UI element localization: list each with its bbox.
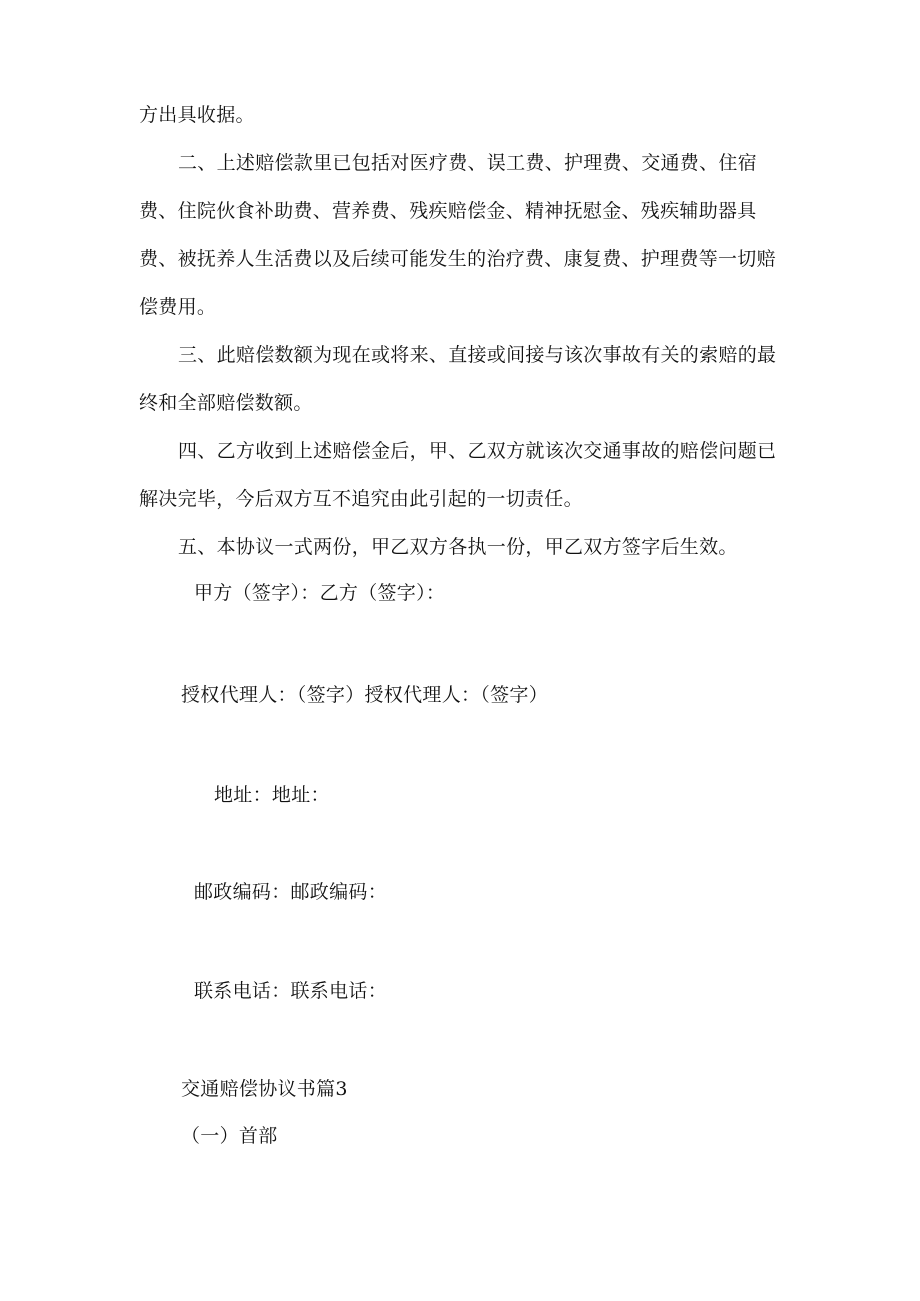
paragraph-receipt-tail: 方出具收据。: [139, 104, 255, 126]
section-title: 交通赔偿协议书篇3: [181, 1078, 348, 1100]
signature-parties-line: 甲方（签字）：乙方（签字）：: [194, 582, 446, 604]
postcode-line: 邮政编码：邮政编码：: [194, 881, 388, 903]
phone-line: 联系电话：联系电话：: [194, 980, 388, 1002]
section-subheading: （一）首部: [181, 1125, 278, 1147]
address-line: 地址：地址：: [214, 784, 330, 806]
signature-agents-line: 授权代理人：（签字）授权代理人：（签字）: [181, 684, 549, 706]
paragraph-clause-2: 二、上述赔偿款里已包括对医疗费、误工费、护理费、交通费、住宿费、住院伙食补助费、营养费、残疾赔偿金、精神抚慰金、残疾辅助器具费、被抚养人生活费以及后续可能发生的治疗费、康复费、护理费等一切赔偿费用。: [139, 152, 776, 318]
paragraph-clause-4: 四、乙方收到上述赔偿金后，甲、乙双方就该次交通事故的赔偿问题已解决完毕，今后双方互不追究由此引起的一切责任。: [139, 440, 777, 510]
paragraph-clause-5: 五、本协议一式两份，甲乙双方各执一份，甲乙双方签字后生效。: [178, 536, 738, 558]
paragraph-clause-3: 三、此赔偿数额为现在或将来、直接或间接与该次事故有关的索赔的最终和全部赔偿数额。: [139, 344, 777, 414]
